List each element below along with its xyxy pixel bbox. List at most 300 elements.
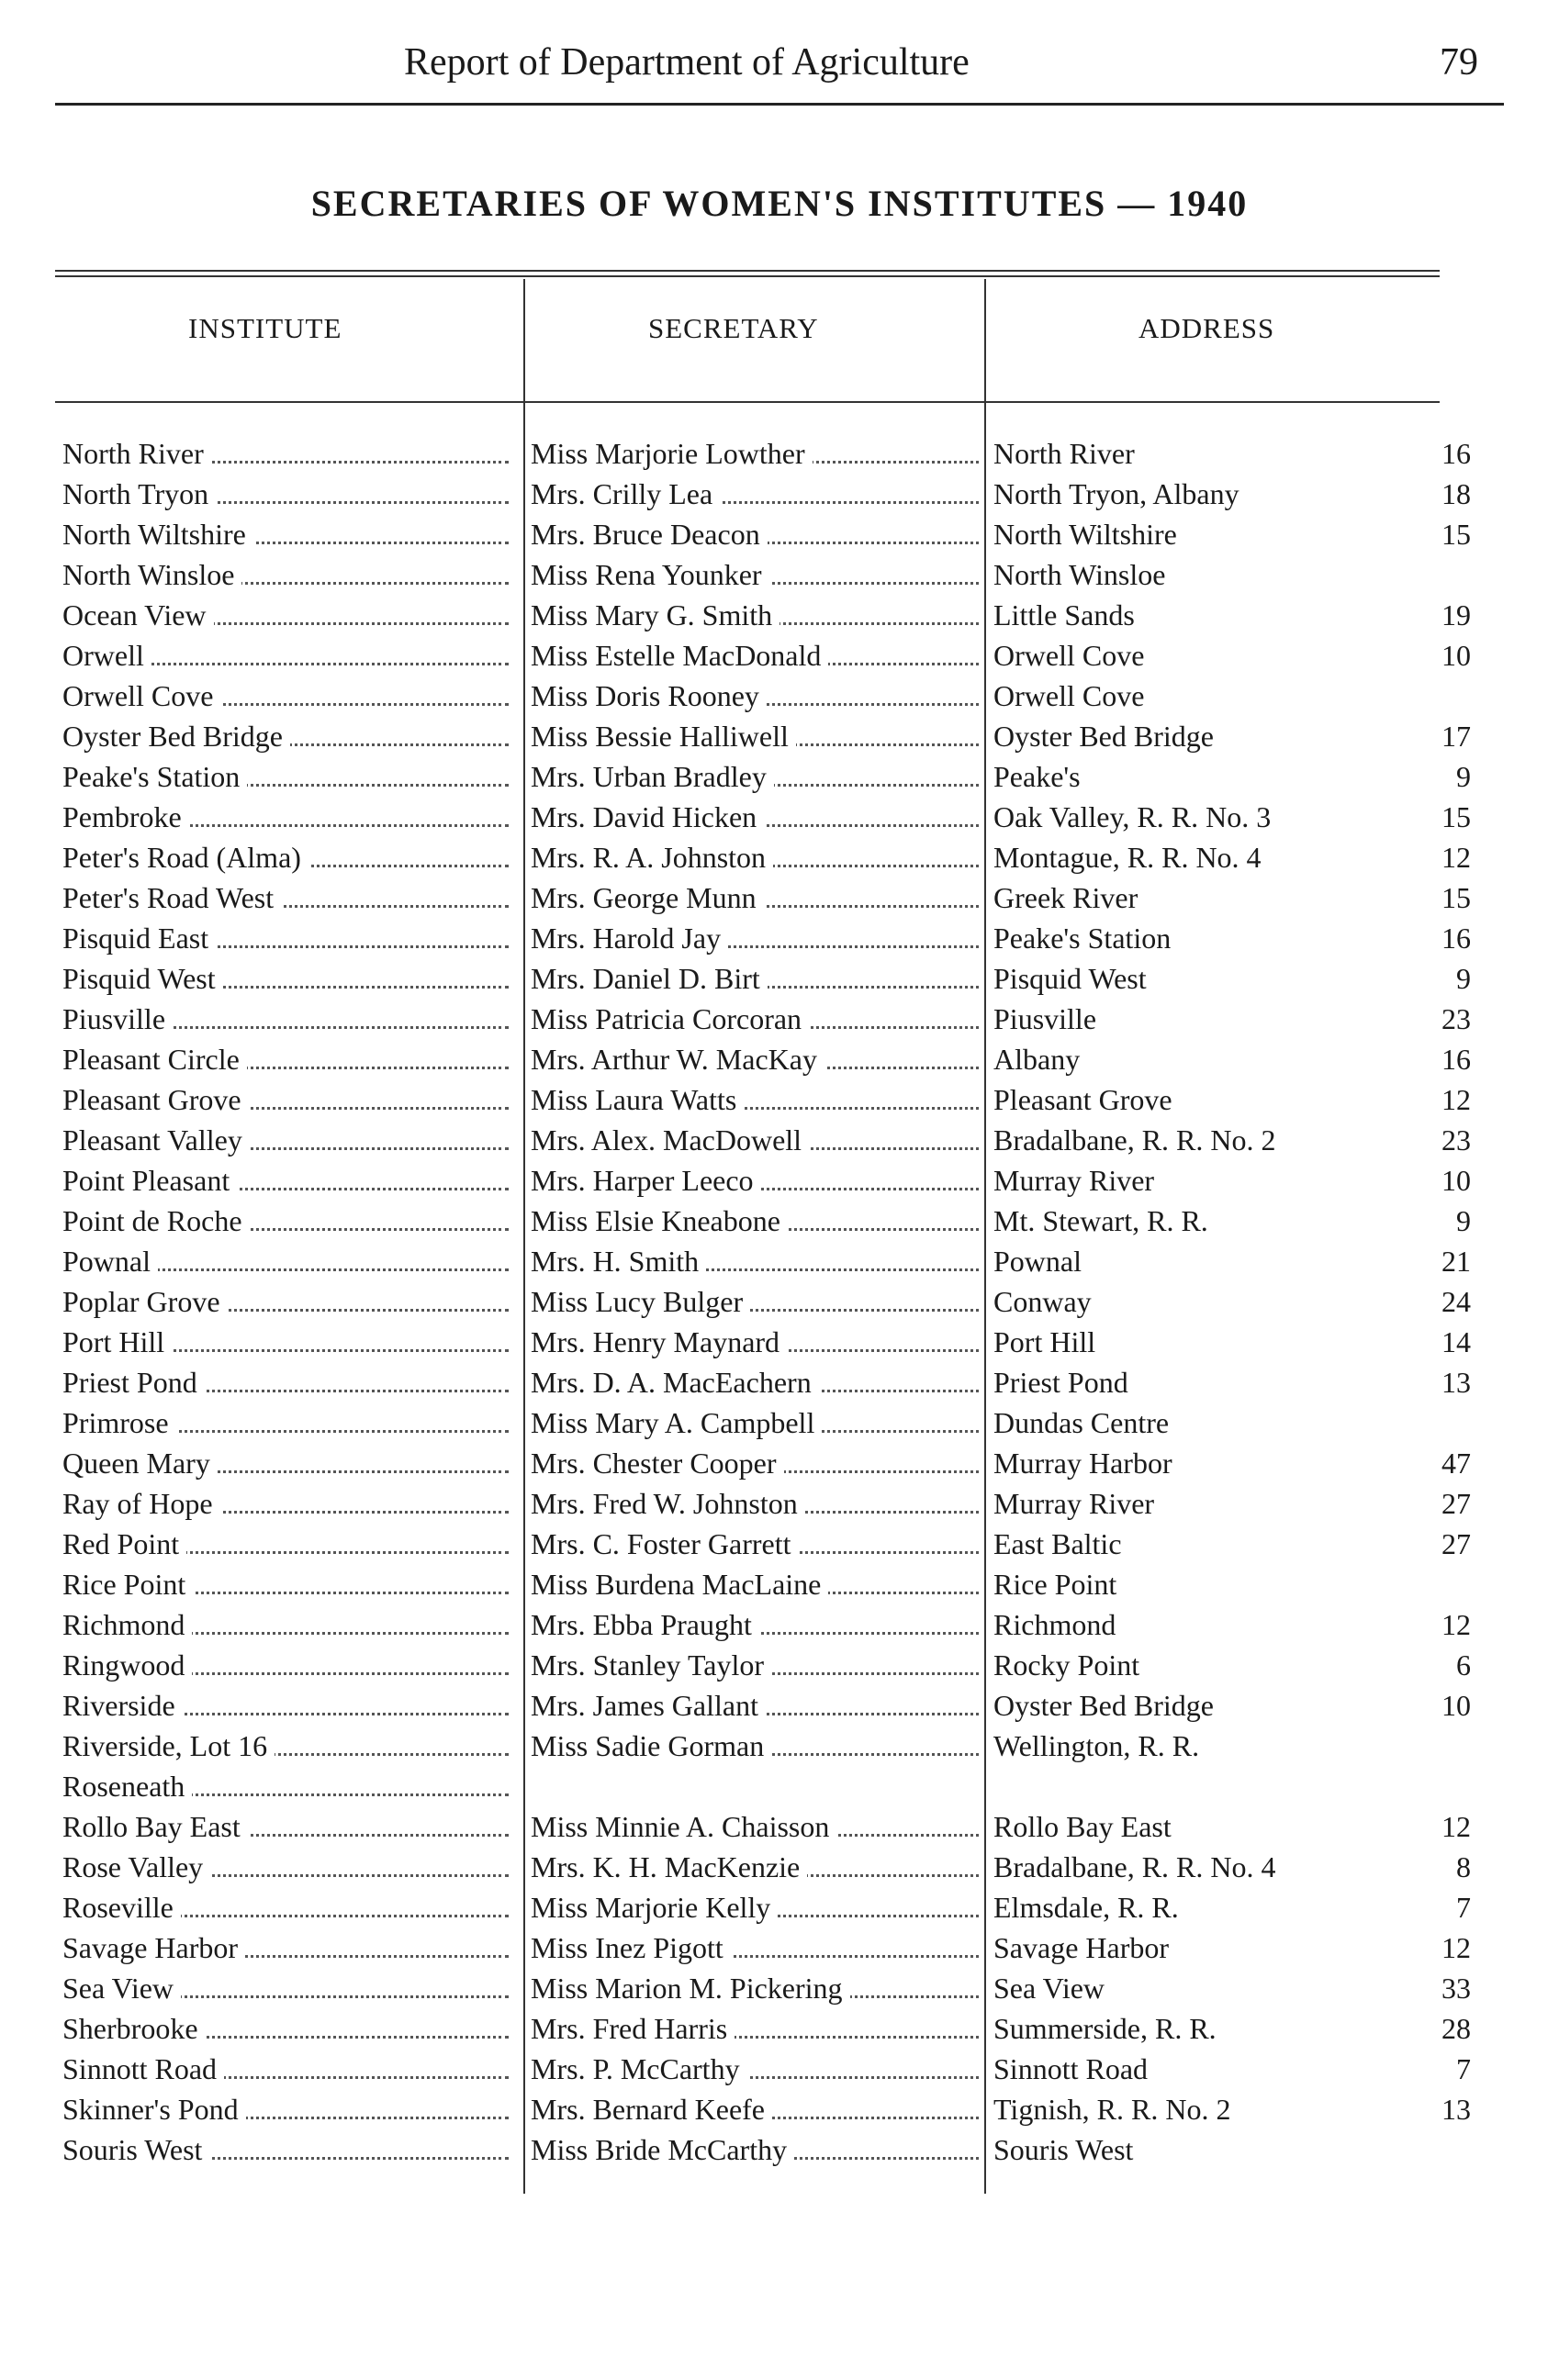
address-cell: Rocky Point (993, 1648, 1140, 1682)
secretary-name: Mrs. Crilly Lea (531, 477, 720, 510)
institute-name: Peake's Station (62, 760, 247, 793)
address-cell: North River (993, 437, 1135, 470)
secretary-name: Mrs. Alex. MacDowell (531, 1123, 809, 1156)
member-count: 23 (1441, 1002, 1471, 1035)
member-count: 28 (1441, 2012, 1471, 2045)
institute-name: Richmond (62, 1608, 192, 1641)
secretary-cell (531, 1285, 979, 1319)
member-count: 8 (1456, 1850, 1471, 1883)
institute-name: Riverside (62, 1689, 183, 1722)
institute-name: North Wiltshire (62, 518, 253, 551)
secretary-name: Mrs. Urban Bradley (531, 760, 774, 793)
secretary-cell (531, 1729, 979, 1763)
address-cell: Pleasant Grove (993, 1083, 1172, 1116)
table-row (0, 1204, 1559, 1245)
secretary-name: Miss Minnie A. Chaisson (531, 1810, 836, 1843)
institute-cell (62, 800, 509, 834)
secretary-name: Miss Mary G. Smith (531, 598, 780, 631)
table-row (0, 1568, 1559, 1608)
institute-cell (62, 1002, 509, 1036)
member-count: 47 (1441, 1447, 1471, 1480)
institute-name: Orwell (62, 639, 151, 672)
table-body (0, 437, 1559, 2173)
secretary-name: Mrs. K. H. MacKenzie (531, 1850, 807, 1883)
secretary-name: Mrs. Bernard Keefe (531, 2093, 772, 2126)
institute-name: Point Pleasant (62, 1164, 237, 1197)
institute-name: Oyster Bed Bridge (62, 720, 290, 753)
table-top-rule (55, 270, 1440, 272)
table-row (0, 1325, 1559, 1366)
institute-cell (62, 1204, 509, 1238)
secretary-name: Miss Patricia Corcoran (531, 1002, 809, 1035)
table-row (0, 2012, 1559, 2052)
table-row (0, 1770, 1559, 1810)
address-cell: Oak Valley, R. R. No. 3 (993, 800, 1272, 833)
institute-name: Ringwood (62, 1648, 192, 1682)
institute-cell (62, 2052, 509, 2086)
institute-cell (62, 558, 509, 592)
institute-cell (62, 922, 509, 955)
secretary-name: Mrs. C. Foster Garrett (531, 1527, 799, 1560)
institute-cell (62, 1568, 509, 1602)
table-row (0, 1406, 1559, 1447)
institute-name: Ray of Hope (62, 1487, 220, 1520)
address-cell: East Baltic (993, 1527, 1122, 1560)
table-row (0, 1972, 1559, 2012)
institute-cell (62, 1527, 509, 1561)
member-count: 19 (1441, 598, 1471, 631)
institute-cell (62, 720, 509, 754)
column-header-institute: INSTITUTE (188, 312, 342, 344)
secretary-cell (531, 1325, 979, 1359)
institute-cell (62, 1608, 509, 1642)
member-count: 15 (1441, 518, 1471, 551)
column-header-secretary: SECRETARY (648, 312, 819, 344)
address-cell: Little Sands (993, 598, 1135, 631)
institute-cell (62, 760, 509, 794)
member-count: 16 (1441, 1043, 1471, 1076)
address-cell: Priest Pond (993, 1366, 1128, 1399)
secretary-name: Miss Laura Watts (531, 1083, 744, 1116)
address-cell: Bradalbane, R. R. No. 4 (993, 1850, 1276, 1883)
institute-cell (62, 1406, 509, 1440)
institute-cell (62, 1729, 509, 1763)
secretary-name: Mrs. Chester Cooper (531, 1447, 784, 1480)
secretary-cell (531, 639, 979, 673)
secretary-name: Mrs. James Gallant (531, 1689, 766, 1722)
secretary-cell (531, 679, 979, 713)
secretary-cell (531, 558, 979, 592)
institute-name: Riverside, Lot 16 (62, 1729, 275, 1762)
table-row (0, 922, 1559, 962)
institute-cell (62, 1083, 509, 1117)
institute-cell (62, 1285, 509, 1319)
address-cell: Oyster Bed Bridge (993, 720, 1214, 753)
secretary-cell (531, 1850, 979, 1884)
secretary-name: Mrs. Harold Jay (531, 922, 728, 955)
table-row (0, 598, 1559, 639)
institute-name: Point de Roche (62, 1204, 250, 1237)
address-cell: Wellington, R. R. (993, 1729, 1200, 1762)
secretary-name: Miss Bride McCarthy (531, 2133, 794, 2166)
institute-name: Peter's Road (Alma) (62, 841, 308, 874)
secretary-cell (531, 1972, 979, 2006)
table-row (0, 518, 1559, 558)
institute-name: Roseville (62, 1891, 181, 1924)
table-row (0, 1043, 1559, 1083)
secretary-name (531, 1770, 538, 1803)
institute-cell (62, 1447, 509, 1481)
institute-name: Rollo Bay East (62, 1810, 248, 1843)
secretary-cell (531, 922, 979, 955)
institute-cell (62, 437, 509, 471)
secretary-cell (531, 1689, 979, 1723)
secretary-name: Mrs. Fred W. Johnston (531, 1487, 805, 1520)
table-row (0, 2093, 1559, 2133)
address-cell: Summerside, R. R. (993, 2012, 1217, 2045)
secretary-name: Miss Marjorie Kelly (531, 1891, 778, 1924)
secretary-name: Mrs. Arthur W. MacKay (531, 1043, 824, 1076)
institute-cell (62, 1245, 509, 1279)
table-row (0, 558, 1559, 598)
institute-cell (62, 679, 509, 713)
institute-name: Priest Pond (62, 1366, 205, 1399)
institute-name: Skinner's Pond (62, 2093, 246, 2126)
secretary-cell (531, 1002, 979, 1036)
page-number: 79 (1440, 41, 1478, 84)
institute-name: Orwell Cove (62, 679, 220, 712)
table-row (0, 2133, 1559, 2173)
address-cell: Tignish, R. R. No. 2 (993, 2093, 1231, 2126)
institute-name: Red Point (62, 1527, 186, 1560)
member-count: 12 (1441, 841, 1471, 874)
table-row (0, 1285, 1559, 1325)
address-cell: Sinnott Road (993, 2052, 1149, 2085)
secretary-cell (531, 1043, 979, 1077)
table-row (0, 1083, 1559, 1123)
address-cell: Elmsdale, R. R. (993, 1891, 1179, 1924)
secretary-cell (531, 2133, 979, 2167)
address-cell: Richmond (993, 1608, 1116, 1641)
table-row (0, 679, 1559, 720)
institute-cell (62, 2093, 509, 2127)
institute-cell (62, 1366, 509, 1400)
table-row (0, 1366, 1559, 1406)
institute-name: Sea View (62, 1972, 181, 2005)
running-title: Report of Department of Agriculture (404, 41, 970, 84)
address-cell: Rice Point (993, 1568, 1117, 1601)
institute-name: Pleasant Circle (62, 1043, 247, 1076)
institute-name: Rose Valley (62, 1850, 210, 1883)
institute-cell (62, 881, 509, 915)
address-cell: Albany (993, 1043, 1081, 1076)
secretary-cell (531, 1891, 979, 1925)
institute-cell (62, 1648, 509, 1682)
table-row (0, 800, 1559, 841)
member-count: 17 (1441, 720, 1471, 753)
secretary-name: Mrs. Stanley Taylor (531, 1648, 771, 1682)
institute-cell (62, 518, 509, 552)
institute-name: Roseneath (62, 1770, 192, 1803)
secretary-name: Mrs. Bruce Deacon (531, 518, 768, 551)
secretary-cell (531, 1406, 979, 1440)
secretary-cell (531, 1245, 979, 1279)
institute-cell (62, 598, 509, 632)
secretary-name: Mrs. Daniel D. Birt (531, 962, 768, 995)
institute-name: Ocean View (62, 598, 214, 631)
secretary-name: Miss Marjorie Lowther (531, 437, 813, 470)
institute-name: North River (62, 437, 211, 470)
table-row (0, 1648, 1559, 1689)
address-cell: North Winsloe (993, 558, 1166, 591)
table-row (0, 1810, 1559, 1850)
institute-cell (62, 1770, 509, 1804)
institute-cell (62, 1972, 509, 2006)
address-cell: Pisquid West (993, 962, 1147, 995)
institute-cell (62, 1931, 509, 1965)
table-row (0, 1689, 1559, 1729)
secretary-name: Miss Elsie Kneabone (531, 1204, 788, 1237)
table-row (0, 1002, 1559, 1043)
secretary-cell (531, 1487, 979, 1521)
member-count: 14 (1441, 1325, 1471, 1358)
institute-cell (62, 841, 509, 875)
header-rule (55, 103, 1504, 106)
secretary-name: Miss Inez Pigott (531, 1931, 731, 1964)
secretary-name: Mrs. Henry Maynard (531, 1325, 787, 1358)
institute-cell (62, 1810, 509, 1844)
table-row (0, 1891, 1559, 1931)
secretary-cell (531, 2052, 979, 2086)
member-count: 10 (1441, 1164, 1471, 1197)
table-row (0, 841, 1559, 881)
institute-name: Sinnott Road (62, 2052, 224, 2085)
institute-cell (62, 1689, 509, 1723)
secretary-name: Miss Rena Younker (531, 558, 769, 591)
member-count: 21 (1441, 1245, 1471, 1278)
secretary-name: Mrs. D. A. MacEachern (531, 1366, 819, 1399)
secretary-cell (531, 1123, 979, 1157)
secretary-name: Miss Marion M. Pickering (531, 1972, 850, 2005)
table-row (0, 2052, 1559, 2093)
secretary-name: Miss Estelle MacDonald (531, 639, 828, 672)
table-row (0, 962, 1559, 1002)
address-cell: Sea View (993, 1972, 1105, 2005)
page-title: SECRETARIES OF WOMEN'S INSTITUTES — 1940 (310, 183, 1249, 224)
member-count: 27 (1441, 1527, 1471, 1560)
secretary-cell (531, 1648, 979, 1682)
address-cell: Port Hill (993, 1325, 1096, 1358)
secretary-cell (531, 518, 979, 552)
institute-cell (62, 2133, 509, 2167)
header-bottom-rule (55, 401, 1440, 403)
table-row (0, 1527, 1559, 1568)
member-count: 9 (1456, 1204, 1471, 1237)
address-cell: Montague, R. R. No. 4 (993, 841, 1262, 874)
member-count: 13 (1441, 2093, 1471, 2126)
member-count: 16 (1441, 922, 1471, 955)
table-row (0, 1245, 1559, 1285)
address-cell: Peake's (993, 760, 1081, 793)
institute-name: Pisquid East (62, 922, 216, 955)
address-cell: Oyster Bed Bridge (993, 1689, 1214, 1722)
member-count: 6 (1456, 1648, 1471, 1682)
column-header-address: ADDRESS (1138, 312, 1275, 344)
institute-cell (62, 1891, 509, 1925)
address-cell: North Wiltshire (993, 518, 1177, 551)
secretary-name: Mrs. George Munn (531, 881, 764, 914)
secretary-cell (531, 962, 979, 996)
institute-name: Pleasant Valley (62, 1123, 250, 1156)
secretary-cell (531, 881, 979, 915)
institute-name: Peter's Road West (62, 881, 281, 914)
institute-name: North Winsloe (62, 558, 241, 591)
secretary-cell (531, 841, 979, 875)
institute-cell (62, 1487, 509, 1521)
secretary-name: Mrs. David Hicken (531, 800, 764, 833)
table-row (0, 477, 1559, 518)
institute-name: Souris West (62, 2133, 209, 2166)
secretary-cell (531, 1527, 979, 1561)
secretary-name: Mrs. P. McCarthy (531, 2052, 747, 2085)
institute-cell (62, 1123, 509, 1157)
member-count: 16 (1441, 437, 1471, 470)
table-row (0, 881, 1559, 922)
member-count: 13 (1441, 1366, 1471, 1399)
address-cell: Piusville (993, 1002, 1097, 1035)
address-cell: Orwell Cove (993, 679, 1145, 712)
address-cell: North Tryon, Albany (993, 477, 1239, 510)
member-count: 12 (1441, 1608, 1471, 1641)
institute-cell (62, 477, 509, 511)
address-cell: Pownal (993, 1245, 1082, 1278)
institute-name: Primrose (62, 1406, 176, 1439)
table-row (0, 1931, 1559, 1972)
member-count: 10 (1441, 639, 1471, 672)
secretary-name: Miss Sadie Gorman (531, 1729, 771, 1762)
member-count: 12 (1441, 1083, 1471, 1116)
secretary-cell (531, 1568, 979, 1602)
address-cell: Murray River (993, 1164, 1155, 1197)
secretary-name: Miss Doris Rooney (531, 679, 767, 712)
address-cell: Bradalbane, R. R. No. 2 (993, 1123, 1276, 1156)
secretary-cell (531, 1204, 979, 1238)
secretary-name: Miss Burdena MacLaine (531, 1568, 828, 1601)
institute-name: Pownal (62, 1245, 158, 1278)
member-count: 9 (1456, 760, 1471, 793)
secretary-name: Miss Lucy Bulger (531, 1285, 750, 1318)
institute-name: Port Hill (62, 1325, 172, 1358)
institute-name: Pisquid West (62, 962, 223, 995)
institute-name: Piusville (62, 1002, 173, 1035)
institute-name: Rice Point (62, 1568, 193, 1601)
institute-cell (62, 1325, 509, 1359)
secretary-name: Miss Mary A. Campbell (531, 1406, 822, 1439)
secretary-cell (531, 477, 979, 511)
institute-name: Savage Harbor (62, 1931, 245, 1964)
member-count: 24 (1441, 1285, 1471, 1318)
secretary-name: Mrs. Ebba Praught (531, 1608, 759, 1641)
table-row (0, 1487, 1559, 1527)
address-cell: Conway (993, 1285, 1092, 1318)
secretary-cell (531, 800, 979, 834)
secretary-cell (531, 720, 979, 754)
table-row (0, 437, 1559, 477)
address-cell: Orwell Cove (993, 639, 1145, 672)
secretary-cell (531, 1931, 979, 1965)
secretary-name: Miss Bessie Halliwell (531, 720, 796, 753)
address-cell: Souris West (993, 2133, 1134, 2166)
address-cell: Murray River (993, 1487, 1155, 1520)
institute-name: Poplar Grove (62, 1285, 228, 1318)
table-row (0, 1447, 1559, 1487)
table-top-rule-double (55, 275, 1440, 277)
running-header (55, 35, 1504, 90)
institute-name: North Tryon (62, 477, 216, 510)
secretary-cell (531, 1366, 979, 1400)
secretary-cell (531, 1164, 979, 1198)
table-row (0, 760, 1559, 800)
table-row (0, 1123, 1559, 1164)
institute-name: Queen Mary (62, 1447, 218, 1480)
address-cell: Mt. Stewart, R. R. (993, 1204, 1208, 1237)
institute-cell (62, 2012, 509, 2046)
secretary-cell (531, 1770, 979, 1804)
address-cell: Dundas Centre (993, 1406, 1170, 1439)
member-count: 23 (1441, 1123, 1471, 1156)
member-count: 33 (1441, 1972, 1471, 2005)
institute-name: Sherbrooke (62, 2012, 206, 2045)
secretary-cell (531, 437, 979, 471)
member-count: 15 (1441, 800, 1471, 833)
institute-cell (62, 639, 509, 673)
secretary-cell (531, 1608, 979, 1642)
member-count: 9 (1456, 962, 1471, 995)
member-count: 15 (1441, 881, 1471, 914)
secretary-name: Mrs. R. A. Johnston (531, 841, 773, 874)
address-cell: Peake's Station (993, 922, 1172, 955)
address-cell: Rollo Bay East (993, 1810, 1172, 1843)
table-row (0, 1729, 1559, 1770)
member-count: 18 (1441, 477, 1471, 510)
table-row (0, 1850, 1559, 1891)
institute-name: Pleasant Grove (62, 1083, 249, 1116)
member-count: 10 (1441, 1689, 1471, 1722)
member-count: 27 (1441, 1487, 1471, 1520)
table-row (0, 639, 1559, 679)
secretary-cell (531, 1810, 979, 1844)
member-count: 7 (1456, 1891, 1471, 1924)
address-cell: Greek River (993, 881, 1138, 914)
address-cell: Murray Harbor (993, 1447, 1172, 1480)
secretary-cell (531, 760, 979, 794)
institute-cell (62, 962, 509, 996)
institute-cell (62, 1850, 509, 1884)
secretary-cell (531, 1447, 979, 1481)
table-row (0, 1608, 1559, 1648)
table-row (0, 720, 1559, 760)
secretary-name: Mrs. Fred Harris (531, 2012, 735, 2045)
secretary-cell (531, 2012, 979, 2046)
table-row (0, 1164, 1559, 1204)
secretary-cell (531, 2093, 979, 2127)
secretary-cell (531, 598, 979, 632)
secretary-cell (531, 1083, 979, 1117)
institute-name: Pembroke (62, 800, 189, 833)
address-cell: Savage Harbor (993, 1931, 1170, 1964)
institute-cell (62, 1043, 509, 1077)
member-count: 7 (1456, 2052, 1471, 2085)
